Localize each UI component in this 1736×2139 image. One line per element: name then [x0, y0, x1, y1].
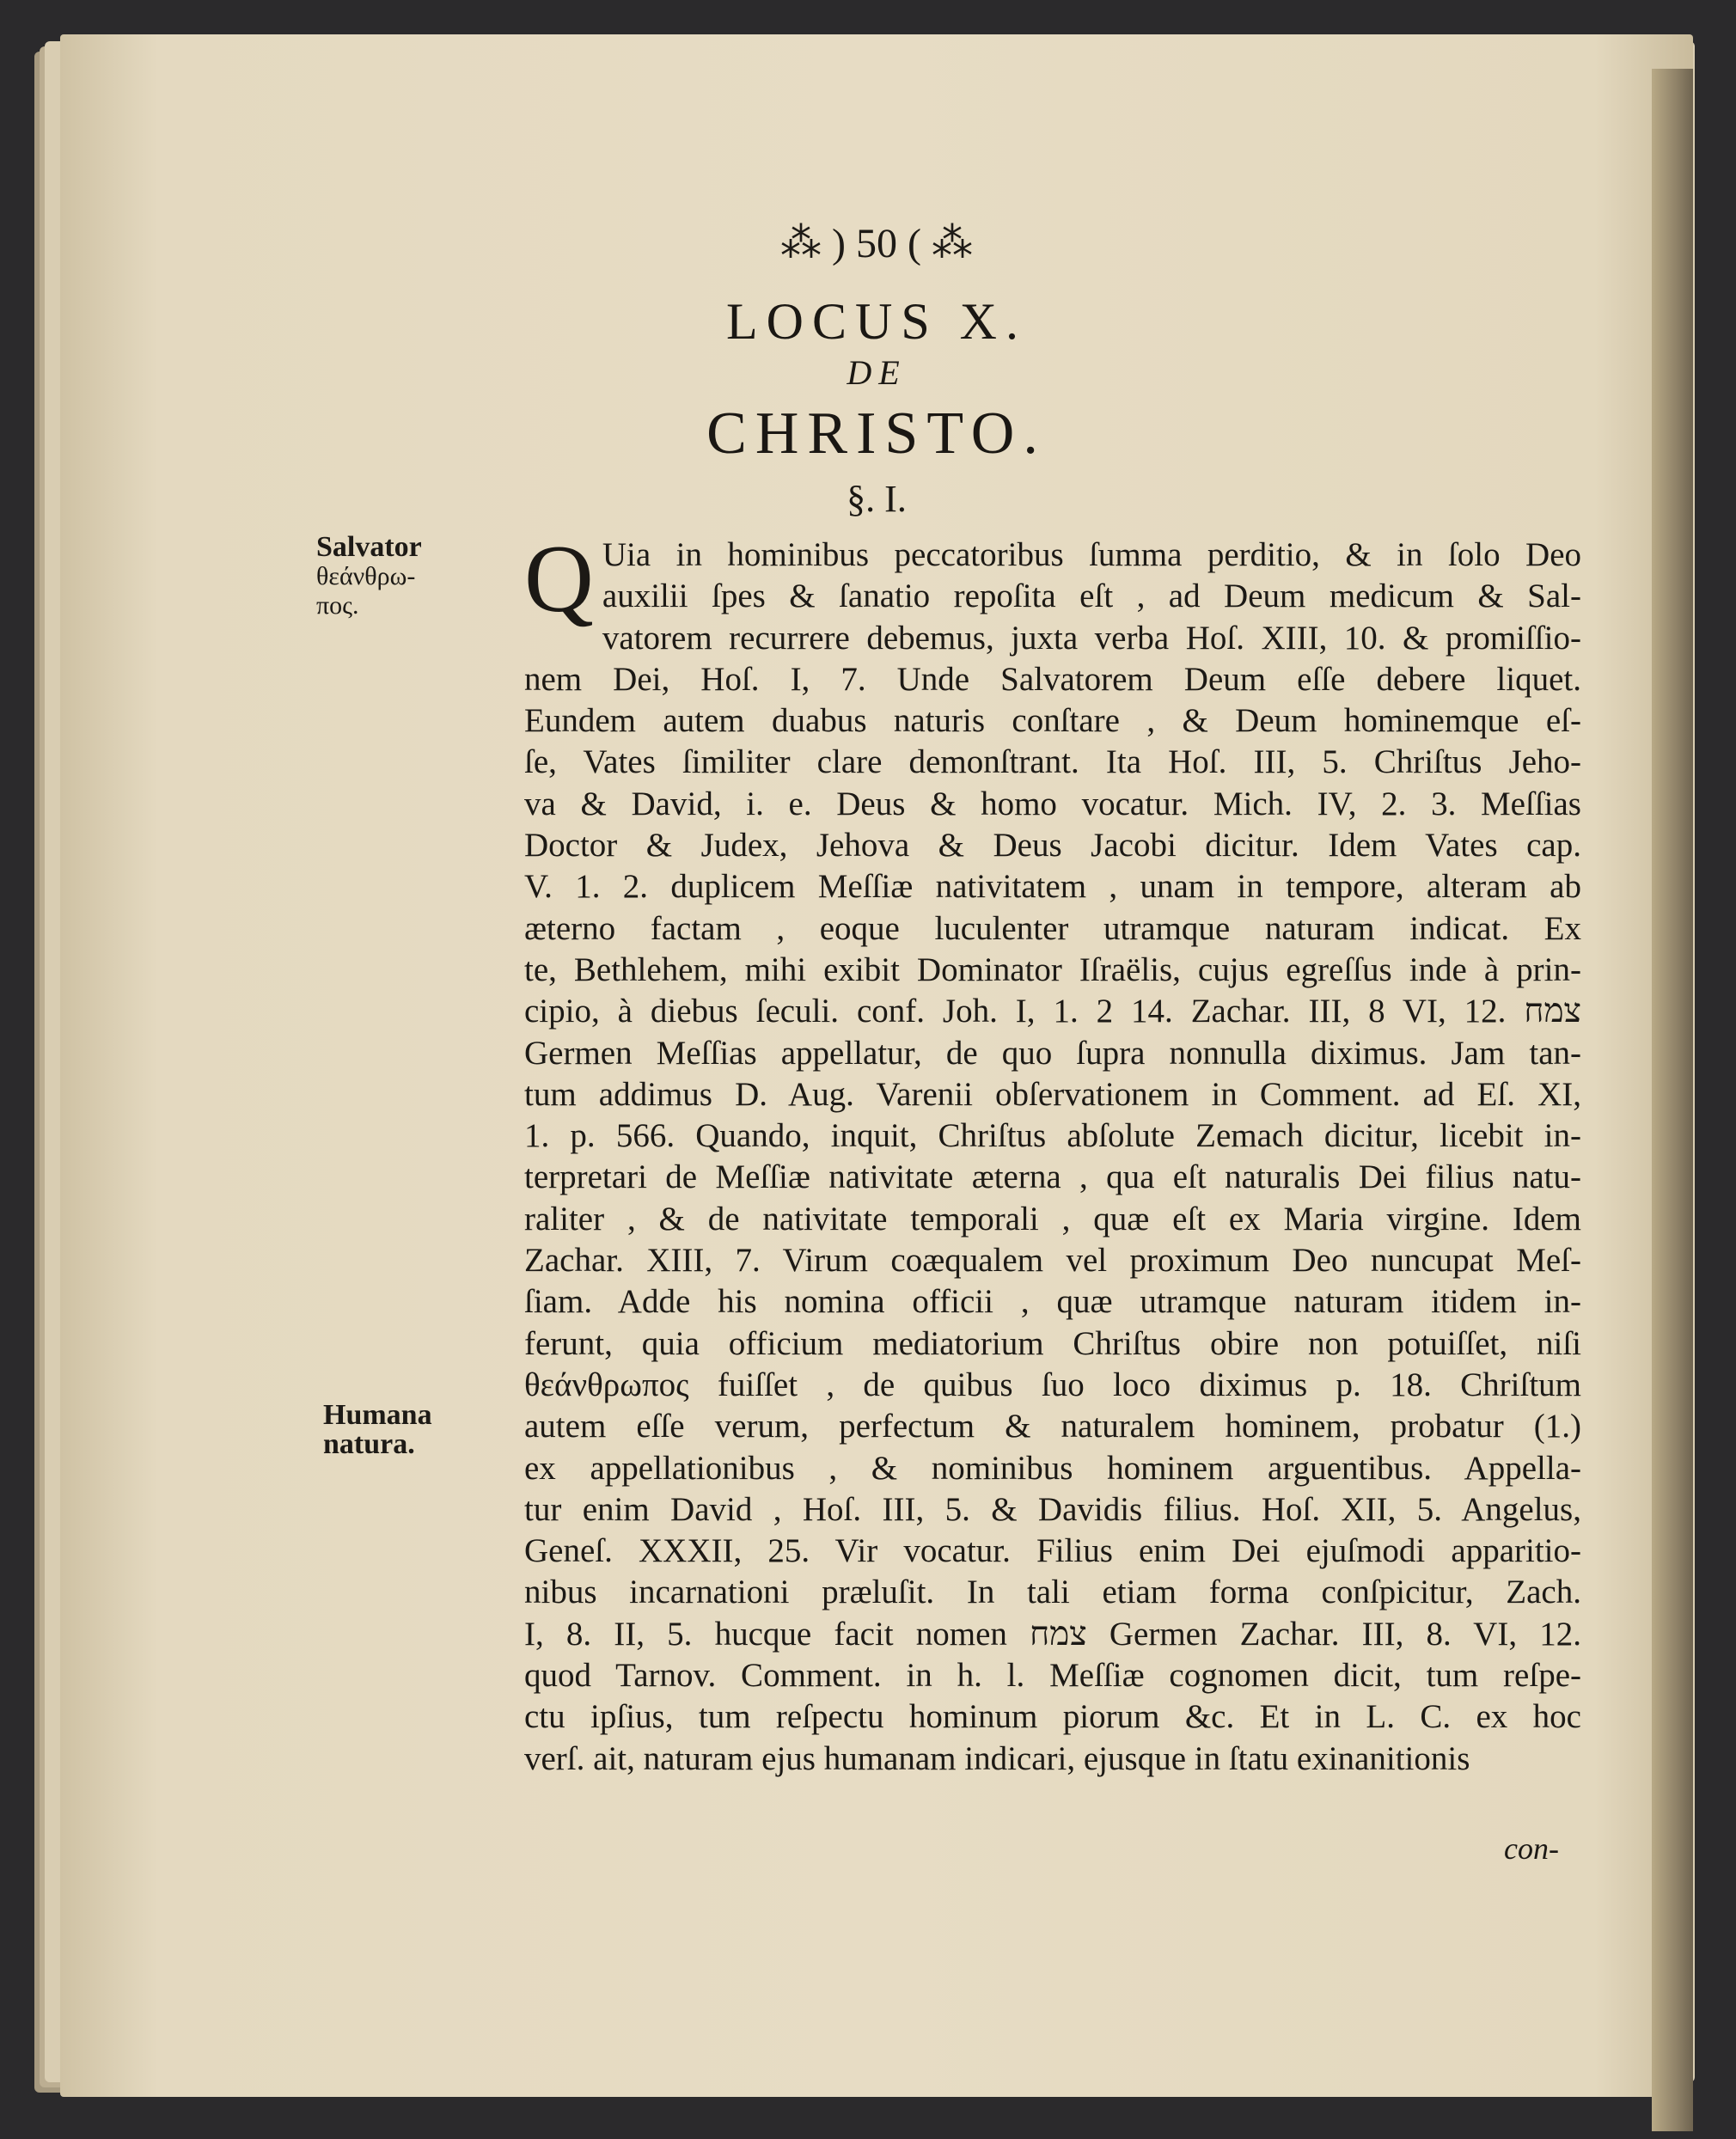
body-line: nibus incarnationi præluſit. In tali etiam forma conſpicitur, Zach.: [524, 1574, 1581, 1611]
margin-note-line: πος.: [316, 591, 359, 620]
body-line: cipio, à diebus ſeculi. conf. Joh. I, 1. 2 14. Zachar. III, 8 VI, 12. צמח: [524, 993, 1581, 1030]
body-line: Germen Meſſias appellatur, de quo ſupra nonnulla diximus. Jam tan-: [524, 1034, 1581, 1072]
body-line: autem eſſe verum, perfectum & naturalem hominem, probatur (1.): [524, 1408, 1581, 1445]
margin-note-line: θεάνθρω-: [316, 562, 416, 590]
body-line: quod Tarnov. Comment. in h. l. Meſſiæ cognomen dicit, tum reſpe-: [524, 1657, 1581, 1695]
body-line: tur enim David , Hoſ. III, 5. & Davidis filius. Hoſ. XII, 5. Angelus,: [524, 1490, 1581, 1528]
body-line: auxilii ſpes & ſanatio repoſita eſt , ad Deum medicum & Sal-: [602, 578, 1581, 615]
page-header: ⁂ ) 50 ( ⁂: [780, 221, 973, 266]
body-line: verſ. ait, naturam ejus humanam indicari, ejusque in ſtatu exinanitionis: [524, 1739, 1470, 1777]
body-line: Eundem autem duabus naturis conſtare , & Deum hominemque eſ-: [524, 702, 1581, 740]
body-line: vatorem recurrere debemus, juxta verba Hoſ. XIII, 10. & promiſſio-: [602, 619, 1581, 657]
body-lines: [524, 526, 1581, 1780]
book-page: [60, 34, 1693, 2097]
margin-note-humana: [323, 1401, 432, 1459]
body-line: 1. p. 566. Quando, inquit, Chriſtus abſolute Zemach dicitur, licebit in-: [524, 1117, 1581, 1155]
chapter-heading: LOCUS X.: [725, 293, 1028, 350]
margin-note-salvator: [316, 533, 422, 620]
body-text: [524, 526, 1581, 1780]
body-line: ex appellationibus , & nominibus hominem arguentibus. Appella-: [524, 1449, 1581, 1487]
chapter-subheading: DE: [847, 353, 907, 392]
margin-note-line: Salvator: [316, 531, 422, 563]
catchword: con-: [1504, 1831, 1559, 1866]
body-line: V. 1. 2. duplicem Meſſiæ nativitatem , unam in tempore, alteram ab: [524, 868, 1581, 906]
body-line: terpretari de Meſſiæ nativitate æterna , qua eſt naturalis Dei filius natu-: [524, 1158, 1581, 1196]
body-line: Geneſ. XXXII, 25. Vir vocatur. Filius enim Dei ejuſmodi apparitio-: [524, 1532, 1581, 1570]
body-line: ſe, Vates ſimiliter clare demonſtrant. Ita Hoſ. III, 5. Chriſtus Jeho-: [524, 743, 1581, 781]
body-line: I, 8. II, 5. hucque facit nomen צמח Germen Zachar. III, 8. VI, 12.: [524, 1615, 1581, 1653]
body-line: Uia in hominibus peccatoribus ſumma perditio, & in ſolo Deo: [602, 536, 1581, 573]
body-line: tum addimus D. Aug. Varenii obſervationem in Comment. ad Eſ. XI,: [524, 1075, 1581, 1113]
drop-cap: Q: [524, 526, 594, 633]
body-line: ferunt, quia officium mediatorium Chriſtus obire non potuiſſet, niſi: [524, 1324, 1581, 1362]
body-line: θεάνθρωπος fuiſſet , de quibus ſuo loco diximus p. 18. Chriſtum: [524, 1366, 1581, 1403]
body-line: æterno factam , eoque luculenter utramque naturam indicat. Ex: [524, 909, 1581, 947]
body-line: te, Bethlehem, mihi exibit Dominator Iſraëlis, cujus egreſſus inde à prin-: [524, 950, 1581, 988]
body-line: ctu ipſius, tum reſpectu hominum piorum &c. Et in L. C. ex hoc: [524, 1698, 1581, 1736]
body-line: Zachar. XIII, 7. Virum coæqualem vel proximum Deo nuncupat Meſ-: [524, 1242, 1581, 1280]
body-line: raliter , & de nativitate temporali , quæ eſt ex Maria virgine. Idem: [524, 1200, 1581, 1238]
chapter-title: CHRISTO.: [706, 400, 1047, 467]
body-line: nem Dei, Hoſ. I, 7. Unde Salvatorem Deum eſſe debere liquet.: [524, 660, 1581, 698]
margin-note-line: natura.: [323, 1428, 415, 1460]
body-line: Doctor & Judex, Jehova & Deus Jacobi dicitur. Idem Vates cap.: [524, 827, 1581, 865]
margin-note-line: Humana: [323, 1399, 432, 1431]
body-line: va & David, i. e. Deus & homo vocatur. Mich. IV, 2. 3. Meſſias: [524, 785, 1581, 822]
section-number: §. I.: [847, 478, 907, 520]
body-line: ſiam. Adde his nomina officii , quæ utramque naturam itidem in-: [524, 1283, 1581, 1321]
